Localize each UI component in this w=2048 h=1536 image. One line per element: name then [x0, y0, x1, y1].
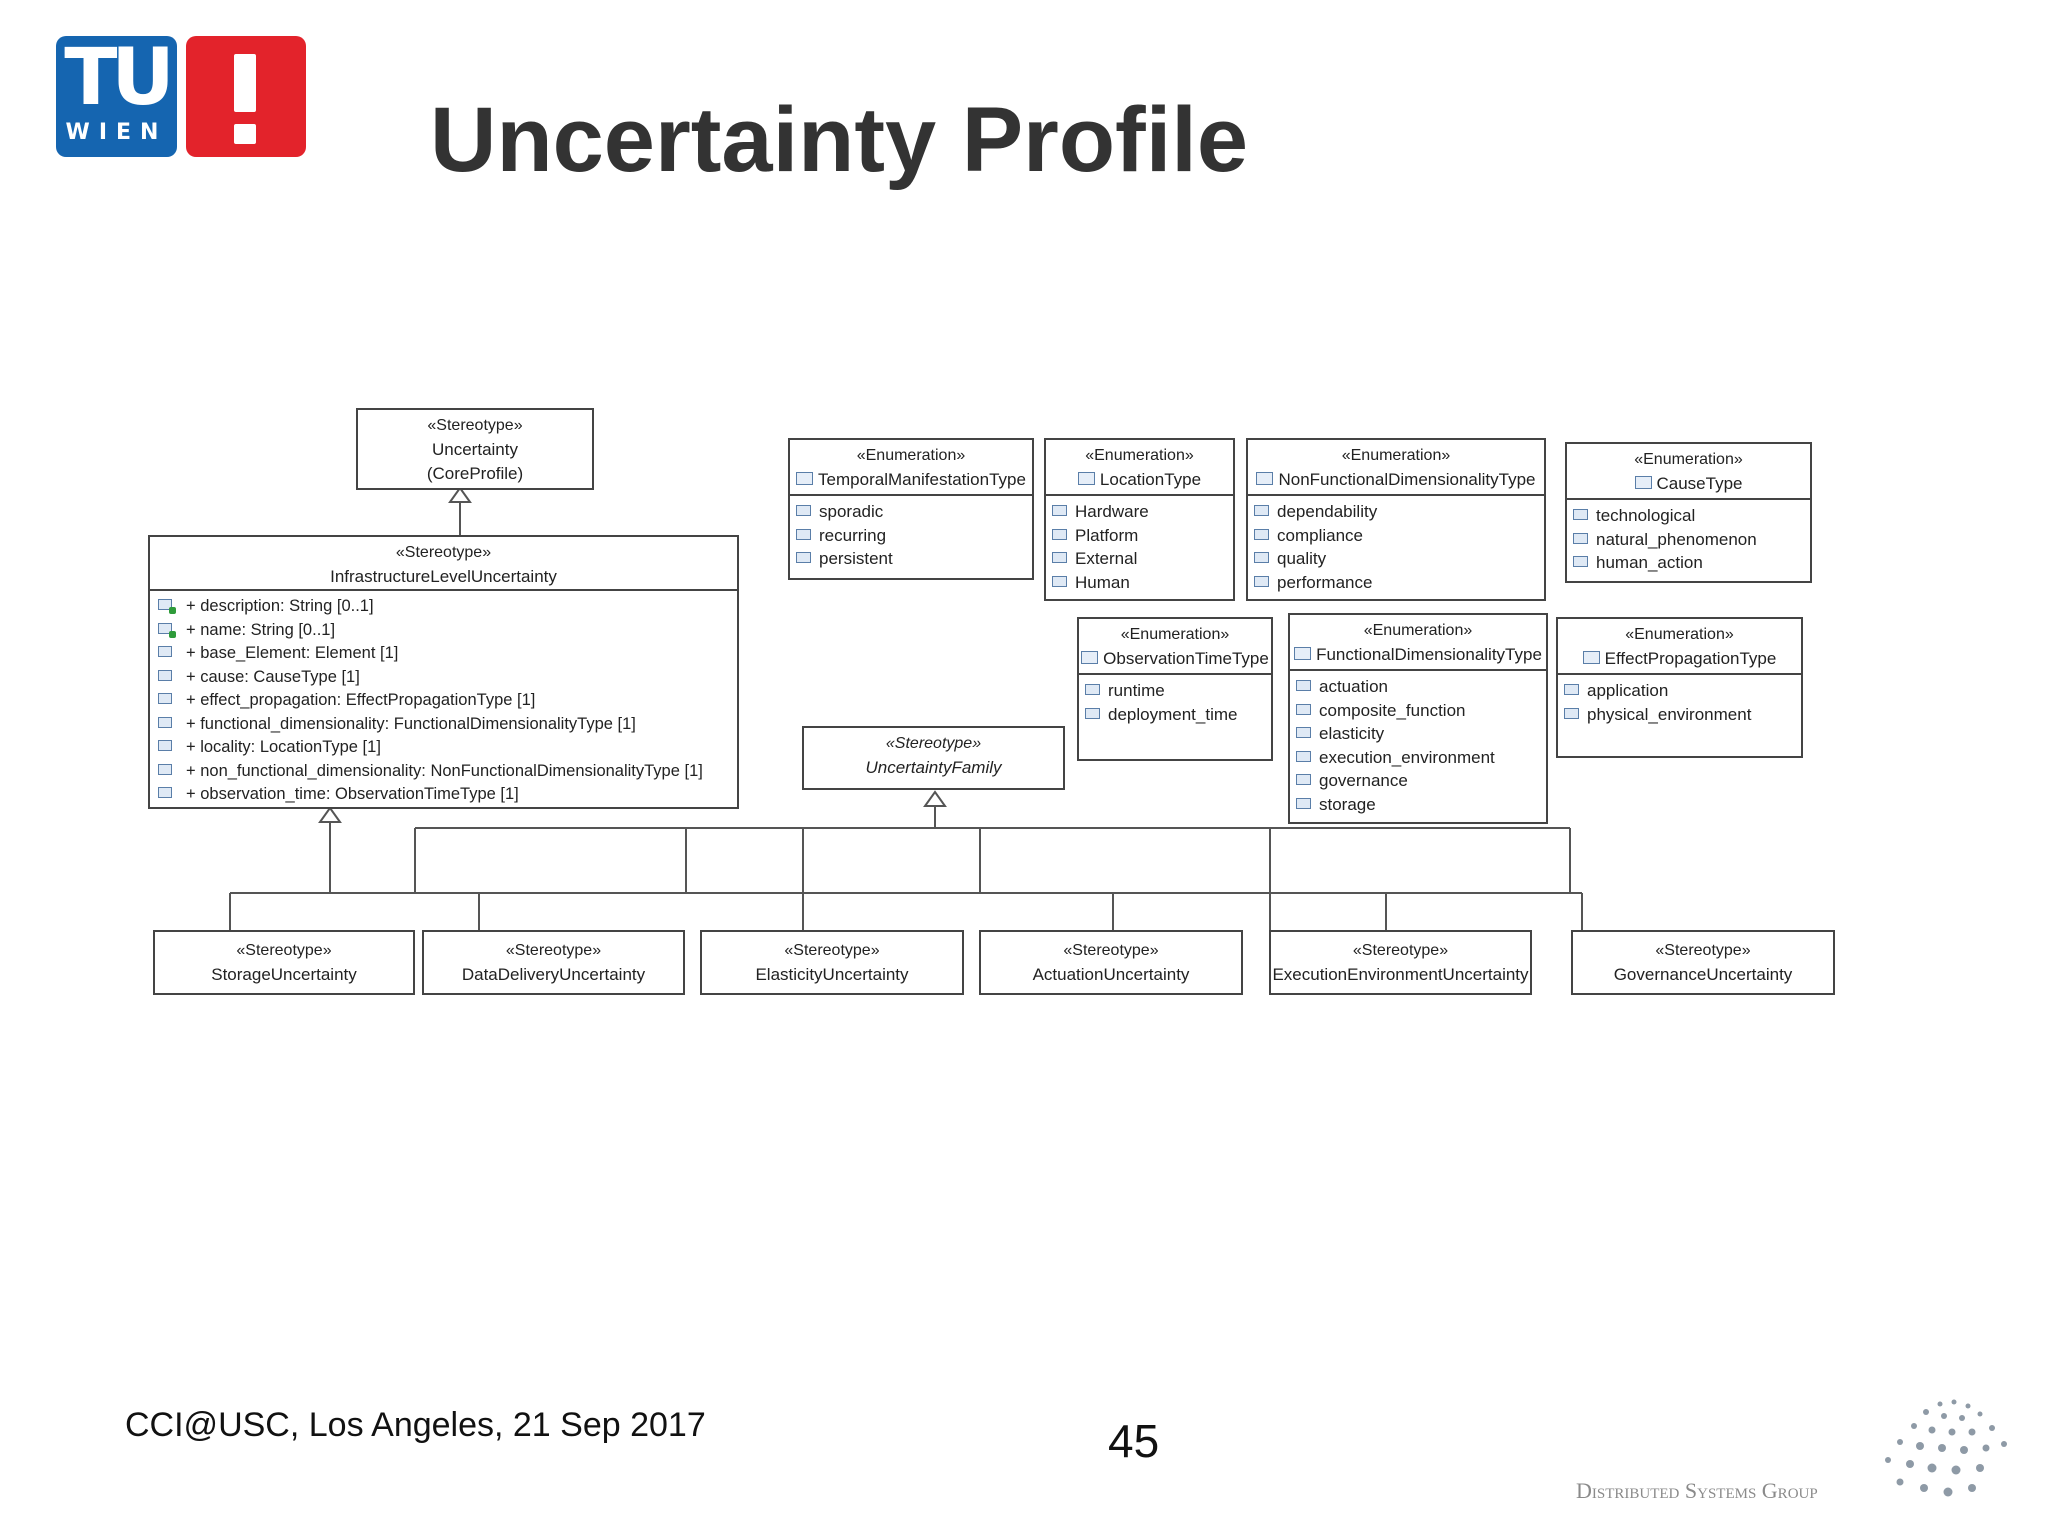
class-name: GovernanceUncertainty [1613, 965, 1793, 984]
literal-icon [796, 529, 811, 540]
enum-observation-time-type [1077, 617, 1273, 761]
literal-icon [1052, 552, 1067, 563]
attribute-row: + name: String [0..1] [158, 619, 737, 643]
enum-name: FunctionalDimensionalityType [1316, 645, 1542, 664]
enum-literal: deployment_time [1085, 703, 1271, 727]
generalization-arrow-family [925, 792, 945, 806]
logo-tu-text: TU [64, 33, 169, 123]
enum-functional-dimensionality-type [1288, 613, 1548, 824]
enum-literal: execution_environment [1296, 746, 1546, 770]
enum-name: CauseType [1656, 474, 1743, 493]
generalization-arrow-infra [320, 808, 340, 822]
slide-title: Uncertainty Profile [430, 89, 1248, 191]
literal-icon [1296, 774, 1311, 785]
stereotype-label: «Stereotype» [236, 942, 332, 959]
stereotype-label: «Stereotype» [427, 417, 523, 434]
attribute-icon [158, 764, 172, 775]
stereotype-label: «Enumeration» [856, 447, 966, 464]
literal-list [1567, 500, 1810, 577]
enum-name: TemporalManifestationType [818, 470, 1026, 489]
enum-literal: actuation [1296, 675, 1546, 699]
literal-list [1046, 496, 1233, 596]
enum-effect-propagation-type [1556, 617, 1803, 758]
attribute-row: + locality: LocationType [1] [158, 736, 737, 760]
attribute-row: + description: String [0..1] [158, 595, 737, 619]
literal-icon [1564, 708, 1579, 719]
storage-uncertainty-stereotype [153, 930, 415, 995]
enum-literal: recurring [796, 524, 1032, 548]
literal-icon [1296, 798, 1311, 809]
stereotype-label: «Stereotype» [1352, 942, 1449, 959]
enum-literal: application [1564, 679, 1801, 703]
class-name: DataDeliveryUncertainty [461, 965, 646, 984]
enum-name: ObservationTimeType [1103, 649, 1269, 668]
enumeration-icon [1583, 651, 1600, 664]
literal-icon [1296, 680, 1311, 691]
literal-list [1290, 671, 1546, 818]
class-name: StorageUncertainty [211, 965, 357, 984]
enum-temporal-manifestation-type [788, 438, 1034, 580]
enum-literal: runtime [1085, 679, 1271, 703]
attribute-icon [158, 787, 172, 798]
attribute-list [150, 591, 737, 809]
class-name: ElasticityUncertainty [755, 965, 909, 984]
logo-wien-text: WIEN [65, 120, 168, 145]
literal-icon [1573, 509, 1588, 520]
enumeration-icon [1294, 647, 1311, 660]
page-number: 45 [1108, 1415, 1160, 1467]
enum-literal: governance [1296, 769, 1546, 793]
enum-name: LocationType [1099, 470, 1202, 489]
literal-list [1248, 496, 1544, 596]
enum-literal: human_action [1573, 551, 1810, 575]
stereotype-label: «Stereotype» [1655, 942, 1751, 959]
attribute-icon [158, 693, 172, 704]
enumeration-icon [796, 472, 813, 485]
enum-name: NonFunctionalDimensionalityType [1278, 470, 1536, 489]
actuation-uncertainty-stereotype [979, 930, 1243, 995]
uncertainty-family-stereotype [802, 726, 1065, 790]
enum-cause-type [1565, 442, 1812, 583]
literal-icon [1085, 708, 1100, 719]
attribute-row: + non_functional_dimensionality: NonFunctionalDimensionalityType [1] [158, 760, 737, 784]
class-name: UncertaintyFamily [865, 758, 1002, 777]
attribute-row: + observation_time: ObservationTimeType [1] [158, 783, 737, 807]
enum-literal: composite_function [1296, 699, 1546, 723]
literal-icon [1254, 505, 1269, 516]
enum-literal: technological [1573, 504, 1810, 528]
literal-icon [1254, 552, 1269, 563]
literal-icon [1296, 751, 1311, 762]
enum-literal: natural_phenomenon [1573, 528, 1810, 552]
literal-icon [796, 505, 811, 516]
data-delivery-uncertainty-stereotype [422, 930, 685, 995]
attribute-icon [158, 599, 172, 610]
literal-list [790, 496, 1032, 573]
literal-icon [1296, 727, 1311, 738]
enum-literal: physical_environment [1564, 703, 1801, 727]
stereotype-label: «Stereotype» [885, 735, 982, 752]
literal-icon [1254, 576, 1269, 587]
enum-non-functional-dimensionality-type [1246, 438, 1546, 601]
enum-literal: sporadic [796, 500, 1032, 524]
attribute-icon [158, 717, 172, 728]
enum-literal: storage [1296, 793, 1546, 817]
class-name: InfrastructureLevelUncertainty [330, 567, 557, 586]
literal-icon [1564, 684, 1579, 695]
class-name: ActuationUncertainty [1032, 965, 1190, 984]
literal-icon [1052, 576, 1067, 587]
enum-literal: performance [1254, 571, 1544, 595]
stereotype-label: «Enumeration» [1341, 447, 1451, 464]
literal-icon [1052, 505, 1067, 516]
literal-icon [1085, 684, 1100, 695]
literal-icon [1573, 533, 1588, 544]
literal-icon [1573, 556, 1588, 567]
stereotype-label: «Enumeration» [1363, 622, 1473, 639]
enum-literal: Platform [1052, 524, 1233, 548]
elasticity-uncertainty-stereotype [700, 930, 964, 995]
attribute-row: + effect_propagation: EffectPropagationType [1] [158, 689, 737, 713]
distributed-systems-group-label: Distributed Systems Group [1576, 1478, 1818, 1503]
stereotype-label: «Stereotype» [395, 544, 492, 561]
stereotype-label: «Stereotype» [784, 942, 880, 959]
literal-icon [796, 552, 811, 563]
enum-literal: External [1052, 547, 1233, 571]
literal-icon [1296, 704, 1311, 715]
attribute-row: + cause: CauseType [1] [158, 666, 737, 690]
enum-literal: Human [1052, 571, 1233, 595]
enumeration-icon [1256, 472, 1273, 485]
enum-name: EffectPropagationType [1604, 649, 1777, 668]
enum-literal: elasticity [1296, 722, 1546, 746]
attribute-row: + functional_dimensionality: FunctionalDimensionalityType [1] [158, 713, 737, 737]
infrastructure-level-uncertainty-class [148, 535, 739, 809]
literal-list [1079, 675, 1271, 728]
stereotype-label: «Enumeration» [1634, 451, 1743, 468]
generalization-arrow-core [450, 488, 470, 502]
profile-label: (CoreProfile) [426, 464, 524, 483]
governance-uncertainty-stereotype [1571, 930, 1835, 995]
literal-list [1558, 675, 1801, 728]
class-name: ExecutionEnvironmentUncertainty [1272, 965, 1529, 984]
stereotype-label: «Enumeration» [1625, 626, 1734, 643]
attribute-icon [158, 646, 172, 657]
enumeration-icon [1078, 472, 1095, 485]
literal-icon [1052, 529, 1067, 540]
enum-location-type [1044, 438, 1235, 601]
uncertainty-core-stereotype [356, 408, 594, 490]
stereotype-label: «Enumeration» [1120, 626, 1230, 643]
attribute-icon [158, 670, 172, 681]
attribute-icon [158, 623, 172, 634]
execution-environment-uncertainty-stereotype [1269, 930, 1532, 995]
enum-literal: persistent [796, 547, 1032, 571]
stereotype-label: «Stereotype» [1063, 942, 1159, 959]
literal-icon [1254, 529, 1269, 540]
dsg-dots-logo [1870, 1396, 2010, 1506]
enumeration-icon [1635, 476, 1652, 489]
enum-literal: compliance [1254, 524, 1544, 548]
footer-venue-date: CCI@USC, Los Angeles, 21 Sep 2017 [125, 1406, 706, 1444]
enumeration-icon [1081, 651, 1098, 664]
class-name: Uncertainty [432, 440, 518, 459]
enum-literal: Hardware [1052, 500, 1233, 524]
attribute-icon [158, 740, 172, 751]
attribute-row: + base_Element: Element [1] [158, 642, 737, 666]
enum-literal: quality [1254, 547, 1544, 571]
stereotype-label: «Stereotype» [505, 942, 602, 959]
stereotype-label: «Enumeration» [1085, 447, 1194, 464]
enum-literal: dependability [1254, 500, 1544, 524]
